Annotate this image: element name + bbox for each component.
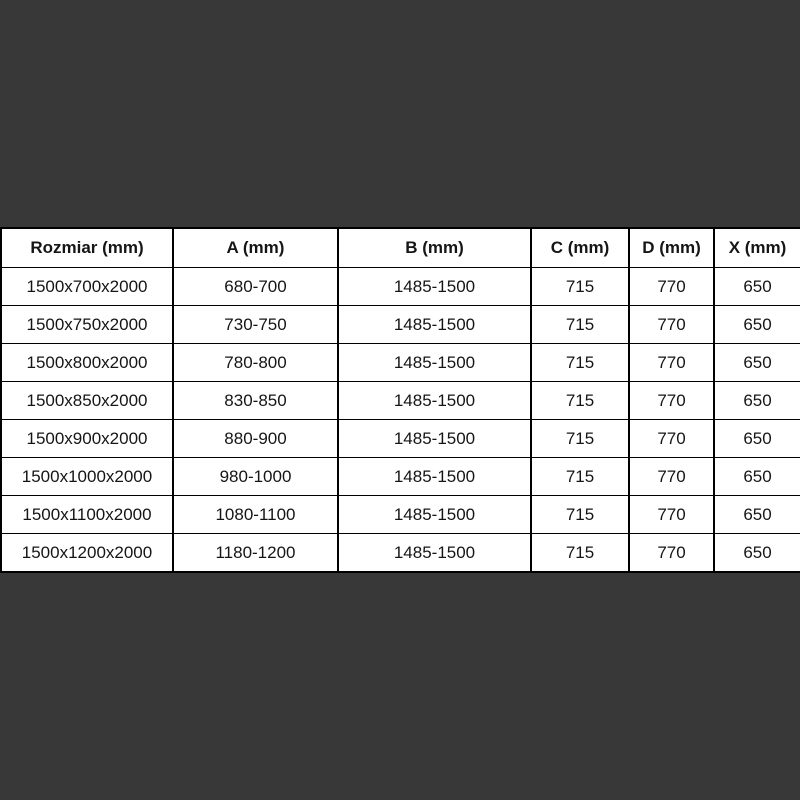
table-cell-r8-c2: 1180-1200 <box>173 534 338 573</box>
table-cell-r2-c6: 650 <box>714 306 800 344</box>
column-header-2: A (mm) <box>173 228 338 268</box>
table-header <box>1 228 800 268</box>
table-cell-r4-c3: 1485-1500 <box>338 382 531 420</box>
table-cell-r2-c4: 715 <box>531 306 629 344</box>
table-cell-r4-c4: 715 <box>531 382 629 420</box>
table-cell-r7-c2: 1080-1100 <box>173 496 338 534</box>
table-cell-r6-c1: 1500x1000x2000 <box>1 458 173 496</box>
table-cell-r1-c5: 770 <box>629 268 714 306</box>
table-cell-r2-c1: 1500x750x2000 <box>1 306 173 344</box>
table-cell-r4-c6: 650 <box>714 382 800 420</box>
table-cell-r8-c4: 715 <box>531 534 629 573</box>
table-cell-r5-c4: 715 <box>531 420 629 458</box>
table-row-4 <box>1 382 800 420</box>
table-cell-r8-c5: 770 <box>629 534 714 573</box>
table-row-3 <box>1 344 800 382</box>
table-cell-r7-c6: 650 <box>714 496 800 534</box>
column-header-4: C (mm) <box>531 228 629 268</box>
table-cell-r3-c5: 770 <box>629 344 714 382</box>
table-body <box>1 268 800 573</box>
table-cell-r5-c1: 1500x900x2000 <box>1 420 173 458</box>
table-cell-r2-c2: 730-750 <box>173 306 338 344</box>
table-cell-r2-c5: 770 <box>629 306 714 344</box>
table-cell-r5-c5: 770 <box>629 420 714 458</box>
table-cell-r5-c3: 1485-1500 <box>338 420 531 458</box>
table-cell-r7-c4: 715 <box>531 496 629 534</box>
header-row <box>1 228 800 268</box>
column-header-3: B (mm) <box>338 228 531 268</box>
table-row-2 <box>1 306 800 344</box>
table-cell-r7-c5: 770 <box>629 496 714 534</box>
table-cell-r6-c2: 980-1000 <box>173 458 338 496</box>
table-cell-r4-c2: 830-850 <box>173 382 338 420</box>
table-cell-r3-c4: 715 <box>531 344 629 382</box>
table-cell-r3-c3: 1485-1500 <box>338 344 531 382</box>
table-cell-r1-c3: 1485-1500 <box>338 268 531 306</box>
size-spec-table <box>0 227 800 573</box>
column-header-6: X (mm) <box>714 228 800 268</box>
table-row-7 <box>1 496 800 534</box>
table-cell-r7-c1: 1500x1100x2000 <box>1 496 173 534</box>
table-row-1 <box>1 268 800 306</box>
table-cell-r2-c3: 1485-1500 <box>338 306 531 344</box>
table-cell-r3-c2: 780-800 <box>173 344 338 382</box>
table-cell-r1-c2: 680-700 <box>173 268 338 306</box>
size-table-container <box>0 227 800 573</box>
table-cell-r3-c6: 650 <box>714 344 800 382</box>
table-cell-r4-c1: 1500x850x2000 <box>1 382 173 420</box>
table-cell-r8-c6: 650 <box>714 534 800 573</box>
table-row-8 <box>1 534 800 573</box>
table-cell-r6-c4: 715 <box>531 458 629 496</box>
column-header-5: D (mm) <box>629 228 714 268</box>
table-row-5 <box>1 420 800 458</box>
table-cell-r4-c5: 770 <box>629 382 714 420</box>
table-cell-r1-c4: 715 <box>531 268 629 306</box>
table-cell-r6-c5: 770 <box>629 458 714 496</box>
table-cell-r5-c2: 880-900 <box>173 420 338 458</box>
table-cell-r6-c3: 1485-1500 <box>338 458 531 496</box>
table-cell-r8-c1: 1500x1200x2000 <box>1 534 173 573</box>
table-cell-r7-c3: 1485-1500 <box>338 496 531 534</box>
table-cell-r1-c1: 1500x700x2000 <box>1 268 173 306</box>
table-row-6 <box>1 458 800 496</box>
table-cell-r8-c3: 1485-1500 <box>338 534 531 573</box>
table-cell-r3-c1: 1500x800x2000 <box>1 344 173 382</box>
table-cell-r6-c6: 650 <box>714 458 800 496</box>
column-header-1: Rozmiar (mm) <box>1 228 173 268</box>
table-cell-r1-c6: 650 <box>714 268 800 306</box>
table-cell-r5-c6: 650 <box>714 420 800 458</box>
